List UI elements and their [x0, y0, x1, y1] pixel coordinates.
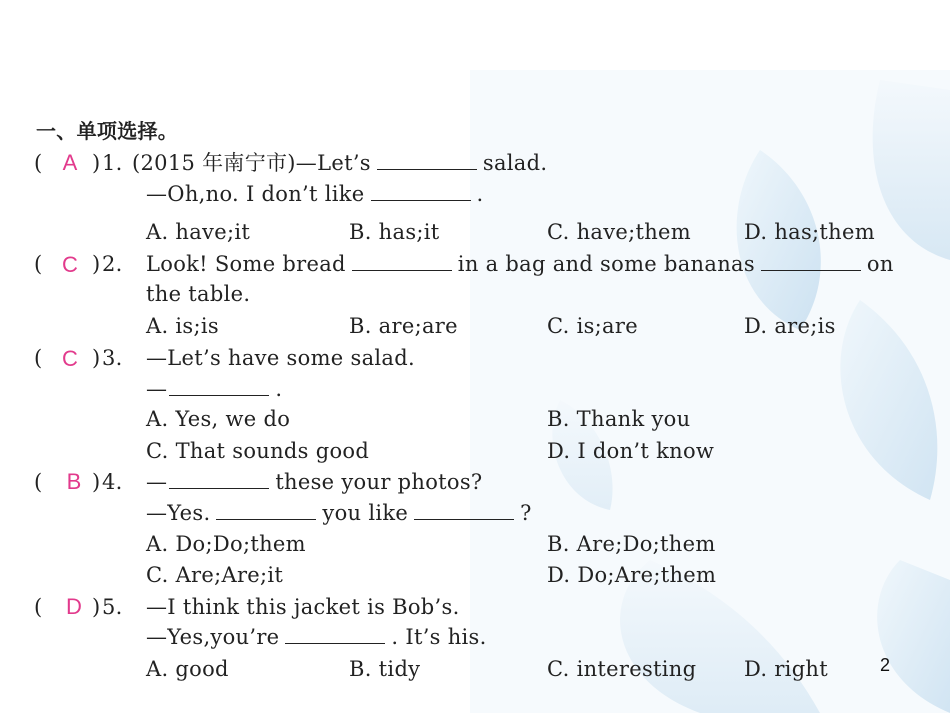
question-line-1: —Let’s have some salad. [146, 346, 415, 370]
answer-blank[interactable] [169, 377, 269, 396]
paren-open: ( [34, 346, 43, 370]
option-b: B. tidy [349, 657, 421, 681]
answer-blank[interactable] [216, 501, 316, 520]
paren-close: ) [92, 346, 101, 370]
question-number: 3. [102, 346, 123, 370]
question-text: . [476, 182, 484, 206]
option-c: C. Are;Are;it [146, 563, 284, 587]
page-number: 2 [880, 655, 891, 675]
paren-open: ( [34, 151, 43, 175]
paren-close: ) [92, 151, 101, 175]
question-line-1: —I think this jacket is Bob’s. [146, 595, 460, 619]
answer-blank[interactable] [352, 252, 452, 271]
question-text: salad. [482, 151, 548, 175]
question-text: (2015 年南宁市)—Let’s [132, 151, 371, 175]
option-c: C. That sounds good [146, 439, 370, 463]
question-line-1 [146, 251, 894, 277]
answer-mark: C [62, 346, 78, 371]
question-text: — [146, 470, 168, 494]
question-text: ? [520, 501, 532, 525]
question-text: on [866, 252, 894, 276]
option-c: C. is;are [547, 314, 638, 338]
question-text: you like [322, 501, 409, 525]
paren-open: ( [34, 595, 43, 619]
question-text: in a bag and some bananas [457, 252, 755, 276]
answer-blank[interactable] [377, 151, 477, 170]
option-a: A. Do;Do;them [146, 532, 306, 556]
question-text: these your photos? [275, 470, 483, 494]
answer-mark: B [66, 469, 82, 494]
question-line-1 [146, 469, 482, 495]
section-title: 一、单项选择。 [36, 119, 179, 143]
answer-blank[interactable] [371, 182, 471, 201]
question-text: Look! Some bread [146, 252, 346, 276]
question-text: — [146, 377, 168, 401]
option-c: C. interesting [547, 657, 697, 681]
option-d: D. I don’t know [547, 439, 715, 463]
answer-blank[interactable] [414, 501, 514, 520]
question-line-1 [132, 150, 547, 176]
question-line-2 [146, 376, 282, 402]
option-d: D. has;them [744, 220, 875, 244]
question-text: —Yes,you’re [146, 625, 280, 649]
option-b: B. has;it [349, 220, 440, 244]
question-text: —Yes. [146, 501, 211, 525]
question-number: 2. [102, 252, 123, 276]
option-d: D. are;is [744, 314, 836, 338]
question-text: . It’s his. [391, 625, 487, 649]
answer-mark: C [62, 252, 78, 277]
paren-close: ) [92, 470, 101, 494]
answer-mark: A [62, 150, 78, 175]
option-a: A. Yes, we do [146, 407, 291, 431]
option-a: A. have;it [146, 220, 251, 244]
question-line-2 [146, 500, 532, 526]
option-a: A. good [146, 657, 229, 681]
answer-blank[interactable] [761, 252, 861, 271]
question-line-2 [146, 624, 487, 650]
option-a: A. is;is [146, 314, 219, 338]
question-line-2: the table. [146, 282, 251, 306]
option-b: B. are;are [349, 314, 458, 338]
option-d: D. right [744, 657, 829, 681]
answer-blank[interactable] [285, 625, 385, 644]
answer-blank[interactable] [169, 470, 269, 489]
question-line-2 [146, 181, 484, 207]
answer-mark: D [66, 594, 82, 619]
option-c: C. have;them [547, 220, 691, 244]
paren-close: ) [92, 252, 101, 276]
option-b: B. Thank you [547, 407, 691, 431]
option-d: D. Do;Are;them [547, 563, 717, 587]
question-number: 5. [102, 595, 123, 619]
question-text: . [275, 377, 283, 401]
paren-open: ( [34, 470, 43, 494]
paren-open: ( [34, 252, 43, 276]
question-number: 1. [102, 151, 123, 175]
question-text: —Oh,no. I don’t like [146, 182, 365, 206]
paren-close: ) [92, 595, 101, 619]
question-number: 4. [102, 470, 123, 494]
option-b: B. Are;Do;them [547, 532, 716, 556]
